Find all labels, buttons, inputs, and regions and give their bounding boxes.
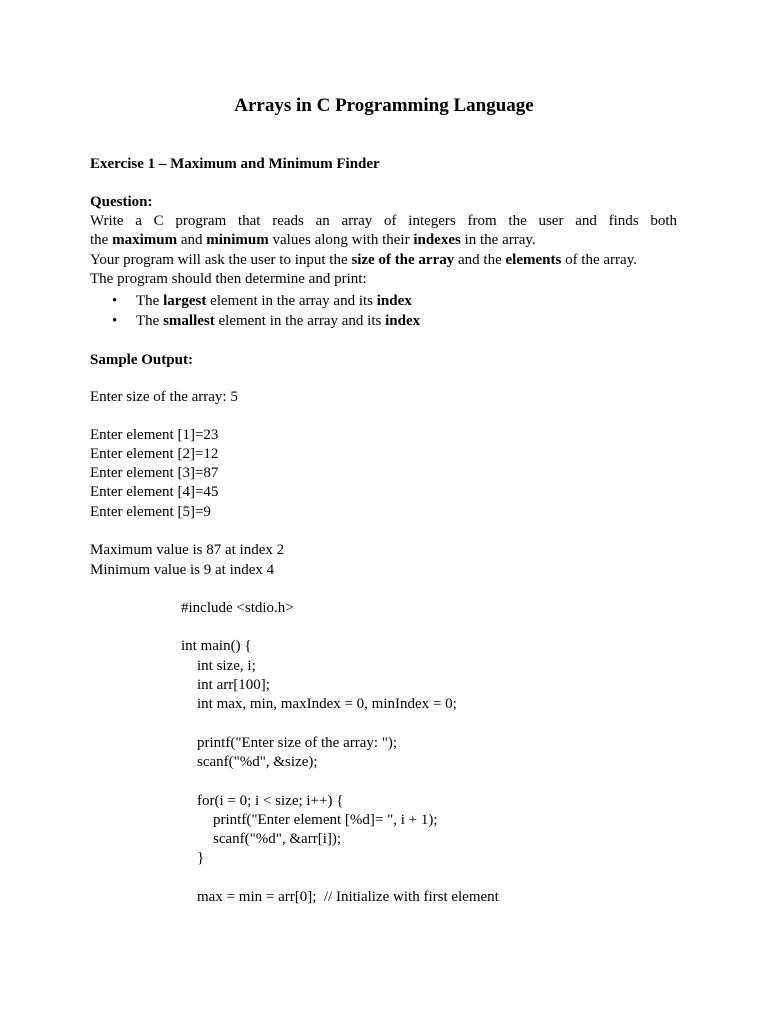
exercise-heading: Exercise 1 – Maximum and Minimum Finder xyxy=(90,156,380,172)
sample-line: Enter element [2]=12 xyxy=(90,446,219,462)
document-title: Arrays in C Programming Language xyxy=(234,95,534,116)
code-line: scanf("%d", &size); xyxy=(197,754,318,770)
sample-line: Enter size of the array: 5 xyxy=(90,389,238,405)
question-heading: Question: xyxy=(90,194,153,210)
code-line: } xyxy=(197,850,205,866)
question-para2-line1: Your program will ask the user to input the size of the array and the elements of the array. xyxy=(90,252,637,268)
code-line: max = min = arr[0]; // Initialize with first element xyxy=(197,889,499,905)
list-item: The largest element in the array and its index xyxy=(136,293,412,309)
code-line: #include <stdio.h> xyxy=(181,600,294,616)
code-line: printf("Enter size of the array: "); xyxy=(197,735,398,751)
code-line: for(i = 0; i < size; i++) { xyxy=(197,793,344,809)
code-line: int main() { xyxy=(181,638,252,654)
question-para1-line1: Write a C program that reads an array of integers from the user and finds both xyxy=(90,213,677,229)
question-para2-line2: The program should then determine and print: xyxy=(90,271,367,287)
sample-line: Maximum value is 87 at index 2 xyxy=(90,542,285,558)
code-line: scanf("%d", &arr[i]); xyxy=(213,831,342,847)
code-line: printf("Enter element [%d]= ", i + 1); xyxy=(213,812,438,828)
list-item: The smallest element in the array and its index xyxy=(136,313,421,329)
code-line: int arr[100]; xyxy=(197,677,270,693)
sample-line: Enter element [4]=45 xyxy=(90,484,219,500)
sample-line: Minimum value is 9 at index 4 xyxy=(90,562,275,578)
bullet-glyph: • xyxy=(112,293,118,309)
sample-line: Enter element [1]=23 xyxy=(90,427,219,443)
sample-line: Enter element [3]=87 xyxy=(90,465,219,481)
sample-line: Enter element [5]=9 xyxy=(90,504,211,520)
code-line: int max, min, maxIndex = 0, minIndex = 0; xyxy=(197,696,457,712)
sample-output-heading: Sample Output: xyxy=(90,352,193,368)
code-line: int size, i; xyxy=(197,658,256,674)
bullet-glyph: • xyxy=(112,313,118,329)
question-para1-line2: the maximum and minimum values along with their indexes in the array. xyxy=(90,232,536,248)
